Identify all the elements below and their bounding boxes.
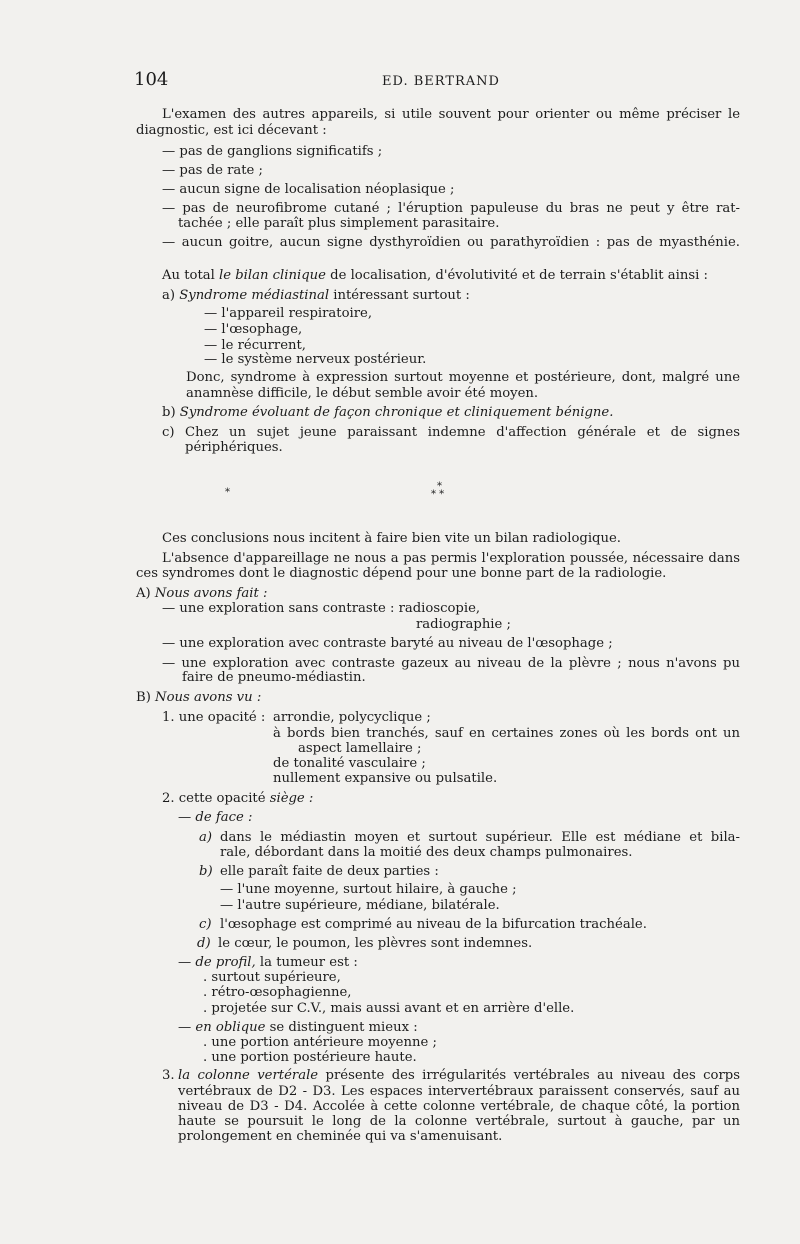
list-item: — pas de ganglions significatifs ; (162, 144, 383, 159)
separator-mark: * (225, 487, 230, 498)
section-b: B) Nous avons vu : (136, 690, 262, 705)
face-c-label: c) (199, 917, 212, 932)
page-number: 104 (134, 69, 169, 90)
list-item: — l'œsophage, (204, 322, 303, 337)
list-item: — l'autre supérieure, médiane, bilatérale. (220, 898, 500, 913)
intro-line: diagnostic, est ici décevant : (136, 123, 327, 138)
face-heading: — de face : (178, 810, 253, 825)
list-item: — une exploration sans contraste : radioscopie, (162, 601, 481, 616)
profil-heading: — de profil, la tumeur est : (178, 955, 358, 970)
item-3: prolongement en cheminée qui va s'amenuisant. (178, 1129, 503, 1144)
section-a: A) Nous avons fait : (136, 586, 268, 601)
list-item: à bords bien tranchés, sauf en certaines zones où les bords ont un (273, 726, 740, 741)
list-item: — une exploration avec contraste baryté au niveau de l'œsophage ; (162, 636, 613, 651)
list-item: — pas de rate ; (162, 163, 263, 178)
list-item: — le récurrent, (204, 338, 306, 353)
list-item: — pas de neurofibrome cutané ; l'éruption papuleuse du bras ne peut y être rat- (162, 201, 740, 216)
intro-line: L'examen des autres appareils, si utile souvent pour orienter ou même préciser le (162, 107, 740, 122)
list-item: . surtout supérieure, (203, 970, 341, 985)
list-item: de tonalité vasculaire ; (273, 756, 426, 771)
face-b: elle paraît faite de deux parties : (220, 864, 439, 879)
face-a: rale, débordant dans la moitié des deux champs pulmonaires. (220, 845, 633, 860)
paragraph: Ces conclusions nous incitent à faire bien vite un bilan radiologique. (162, 531, 621, 546)
list-item: . une portion antérieure moyenne ; (203, 1035, 437, 1050)
list-item: aspect lamellaire ; (298, 741, 422, 756)
bilan-c-label: c) (162, 425, 175, 440)
face-c: l'œsophage est comprimé au niveau de la bifurcation trachéale. (220, 917, 647, 932)
item-3: niveau de D3 - D4. Accolée à cette colonne vertébrale, de chaque côté, la portion (178, 1099, 740, 1114)
paragraph: L'absence d'appareillage ne nous a pas permis l'exploration poussée, nécessaire dans (162, 551, 740, 566)
list-item: tachée ; elle paraît plus simplement parasitaire. (178, 216, 500, 231)
item-3: vertébraux de D2 - D3. Les espaces intervertébraux paraissent conservés, sauf au (178, 1084, 740, 1099)
list-item: radiographie ; (416, 617, 511, 632)
item-3: la colonne vertérale présente des irrégularités vertébrales au niveau des corps (178, 1068, 740, 1083)
face-d-label: d) (197, 936, 211, 951)
oblique-heading: — en oblique se distinguent mieux : (178, 1020, 418, 1035)
separator-mark: * * (431, 489, 445, 500)
face-a: dans le médiastin moyen et surtout supérieur. Elle est médiane et bila- (220, 830, 740, 845)
list-item: — aucun signe de localisation néoplasique ; (162, 182, 455, 197)
list-item: faire de pneumo-médiastin. (182, 670, 366, 685)
paragraph: ces syndromes dont le diagnostic dépend pour une bonne part de la radiologie. (136, 566, 667, 581)
list-item: arrondie, polycyclique ; (273, 710, 431, 725)
face-d: le cœur, le poumon, les plèvres sont indemnes. (218, 936, 533, 951)
list-item: — une exploration avec contraste gazeux au niveau de la plèvre ; nous n'avons pu (162, 656, 740, 671)
bilan-c: Chez un sujet jeune paraissant indemne d'affection générale et de signes (185, 425, 740, 440)
item-2: 2. cette opacité siège : (162, 791, 314, 806)
item-3-label: 3. (162, 1068, 175, 1083)
list-item: nullement expansive ou pulsatile. (273, 771, 498, 786)
item-3: haute se poursuit le long de la colonne vertébrale, surtout à gauche, par un (178, 1114, 740, 1129)
item-1-label: 1. une opacité : (162, 710, 266, 725)
bilan-b: b) Syndrome évoluant de façon chronique et cliniquement bénigne. (162, 405, 614, 420)
face-a-label: a) (199, 830, 213, 845)
bilan-c: périphériques. (185, 440, 283, 455)
bilan-a: a) Syndrome médiastinal intéressant surtout : (162, 288, 470, 303)
list-item: — l'appareil respiratoire, (204, 306, 373, 321)
list-item: — le système nerveux postérieur. (204, 352, 427, 367)
list-item: . rétro-œsophagienne, (203, 985, 352, 1000)
list-item: — aucun goitre, aucun signe dysthyroïdien ou parathyroïdien : pas de myasthénie. (162, 235, 740, 250)
list-item: . projetée sur C.V., mais aussi avant et en arrière d'elle. (203, 1001, 575, 1016)
separator-mark: * (437, 481, 442, 492)
running-title: ED. BERTRAND (382, 74, 500, 89)
bilan-a-conclusion: anamnèse difficile, le début semble avoir été moyen. (186, 386, 539, 401)
list-item: . une portion postérieure haute. (203, 1050, 417, 1065)
list-item: — l'une moyenne, surtout hilaire, à gauche ; (220, 882, 517, 897)
bilan-intro: Au total le bilan clinique de localisation, d'évolutivité et de terrain s'établit ainsi : (162, 268, 708, 283)
face-b-label: b) (199, 864, 213, 879)
bilan-a-conclusion: Donc, syndrome à expression surtout moyenne et postérieure, dont, malgré une (186, 370, 740, 385)
